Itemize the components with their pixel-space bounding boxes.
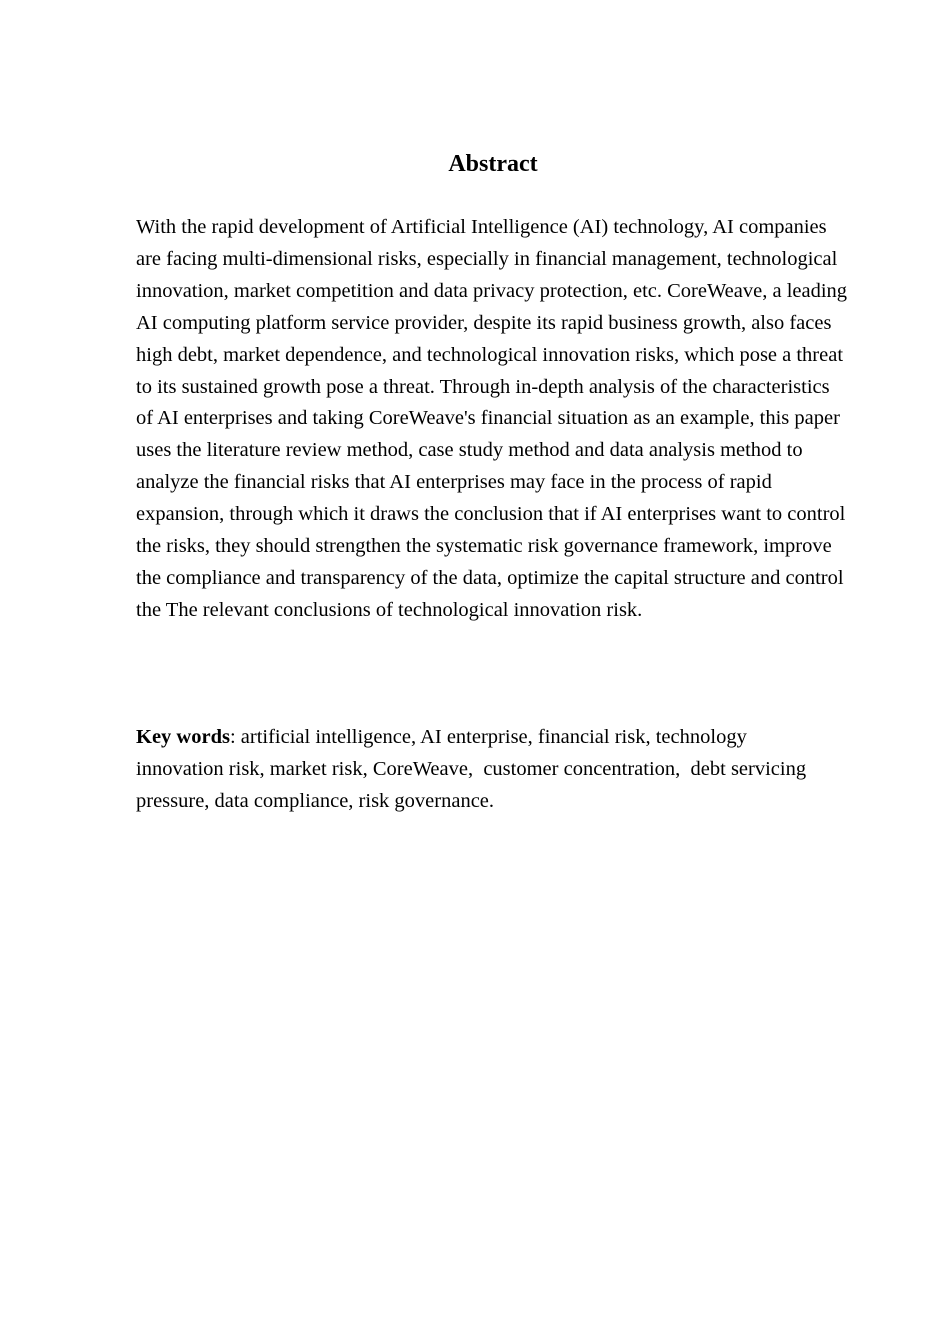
keywords-label: Key words [136,726,230,748]
abstract-title: Abstract [448,151,538,177]
keywords-paragraph [136,722,816,818]
keywords-list: : artificial intelligence, AI enterprise, financial risk, technology innovation risk, market risk, CoreWeave, customer concentration, debt servicing pressure, data compliance, risk governance. [136,726,807,812]
abstract-paragraph: With the rapid development of Artificial Intelligence (AI) technology, AI companies are facing multi-dimensional risks, especially in financial management, technological innovation, market competition and data privacy protection, etc. CoreWeave, a leading AI computing platform service provider, despite its rapid business growth, also faces high debt, market dependence, and technological innovation risks, which pose a threat to its sustained growth pose a threat. Through in-depth analysis of the characteristics of AI enterprises and taking CoreWeave's financial situation as an example, this paper uses the literature review method, case study method and data analysis method to analyze the financial risks that AI enterprises may face in the process of rapid expansion, through which it draws the conclusion that if AI enterprises want to control the risks, they should strengthen the systematic risk governance framework, improve the compliance and transparency of the data, optimize the capital structure and control the The relevant conclusions of technological innovation risk. [136,216,848,621]
